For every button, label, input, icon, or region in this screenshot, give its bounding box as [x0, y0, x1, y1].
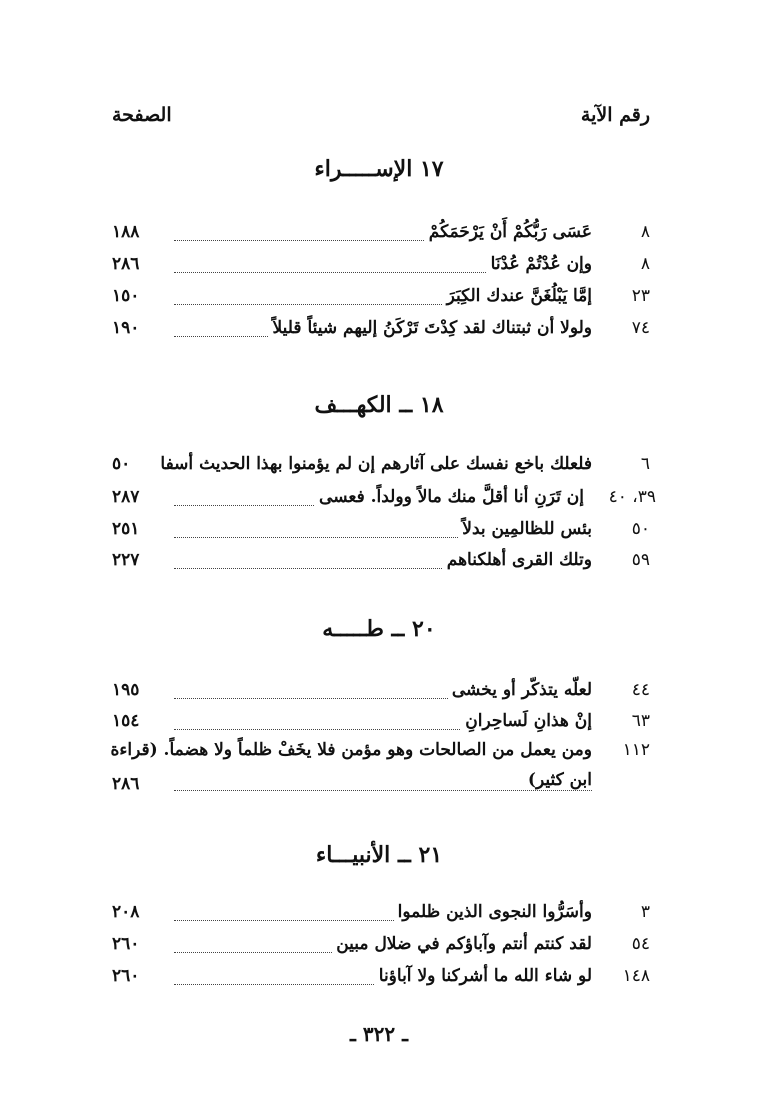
ayah-text: إن تَرَنِ أنا أقلَّ منك مالاً وولداً. فعسى [315, 487, 584, 507]
ayah-text: ومن يعمل من الصالحات وهو مؤمن فلا يخَفْ ظلماً ولا هضماً. (قراءة [106, 740, 592, 760]
index-row [112, 966, 650, 994]
ayah-number: ٦ [640, 454, 650, 474]
index-row [112, 222, 650, 250]
ayah-number: ٥٠ [631, 519, 650, 539]
ayah-number: ١١٢ [622, 740, 650, 760]
page-header: الصفحة [112, 104, 172, 126]
page-number: ١٥٤ [112, 711, 140, 731]
ayah-text: عَسَى رَبُّكُمْ أَنْ يَرْحَمَكُمْ [425, 222, 592, 242]
ayah-number: ٤٤ [631, 680, 650, 700]
ayah-number: ٨ [640, 254, 650, 274]
dot-leader [174, 790, 592, 791]
index-row [112, 711, 650, 739]
ayah-text-continued: ابن كثير) [524, 770, 592, 790]
page-number: ١٥٠ [112, 286, 140, 306]
ayah-text: فلعلك باخع نفسك على آثارهم إن لم يؤمنوا بهذا الحديث أسفا [156, 454, 592, 474]
ayah-text: وأسَرُّوا النجوى الذين ظلموا [394, 902, 592, 922]
page-number: ٥٠ [112, 454, 131, 474]
page-number: ٢٨٦ [112, 774, 140, 794]
index-row [112, 680, 650, 708]
page-number: ١٨٨ [112, 222, 140, 242]
ayah-text: إنْ هذانِ لَساحِرانِ [461, 711, 592, 731]
section-title-al-anbiya: ٢١ ــ الأنبيـــاء [315, 842, 443, 868]
ayah-number: ٧٤ [631, 318, 650, 338]
ayah-number: ٣ [640, 902, 650, 922]
ayah-text: لو شاء الله ما أشركنا ولا آباؤنا [375, 966, 592, 986]
ayah-text: بئس للظالمِين بدلاً [458, 519, 592, 539]
page-number: ٢٠٨ [112, 902, 140, 922]
index-row [112, 550, 650, 578]
ayah-text: ولولا أن ثبتناك لقد كِدْتَ تَرْكَنُ إليهم شيئاً قليلاً [269, 318, 593, 338]
ayah-number: ٣٩، ٤٠ [608, 487, 656, 507]
page-number: ١٩٠ [112, 318, 140, 338]
page-number: ٢٢٧ [112, 550, 140, 570]
index-row [112, 519, 650, 547]
page-number: ١٩٥ [112, 680, 140, 700]
index-row [112, 902, 650, 930]
ayah-text: إمَّا يَبْلُغَنَّ عندك الكِبَرَ [443, 286, 592, 306]
section-title-al-kahf: ١٨ ــ الكهـــف [314, 392, 444, 418]
ayah-text: لعلّه يتذكّر أو يخشى [448, 680, 592, 700]
ayah-number: ٢٣ [631, 286, 650, 306]
ayah-text: لقد كنتم أنتم وآباؤكم في ضلال مبين [332, 934, 592, 954]
ayah-number-header: رقم الآية [580, 104, 650, 126]
section-title-taha: ٢٠ ــ طـــــه [322, 616, 436, 642]
page-footer-number: ـ ٣٢٢ ـ [350, 1022, 408, 1046]
index-row [112, 254, 650, 282]
ayah-text: وتلك القرى أهلكناهم [443, 550, 592, 570]
index-row [112, 934, 650, 962]
page-number: ٢٥١ [112, 519, 140, 539]
ayah-number: ٦٣ [631, 711, 650, 731]
index-row [112, 318, 650, 346]
ayah-text: وإن عُدْتُمْ عُدْنَا [487, 254, 592, 274]
page-number: ٢٦٠ [112, 966, 140, 986]
page-number: ٢٨٦ [112, 254, 140, 274]
index-row [112, 286, 650, 314]
ayah-number: ٨ [640, 222, 650, 242]
index-row [112, 487, 656, 515]
ayah-number: ٥٩ [631, 550, 650, 570]
page-number: ٢٦٠ [112, 934, 140, 954]
section-title-al-isra: ١٧ الإســـــراء [314, 156, 444, 182]
page-number: ٢٨٧ [112, 487, 140, 507]
ayah-number: ٥٤ [631, 934, 650, 954]
index-row [112, 454, 650, 482]
index-row [112, 740, 650, 800]
ayah-number: ١٤٨ [622, 966, 650, 986]
